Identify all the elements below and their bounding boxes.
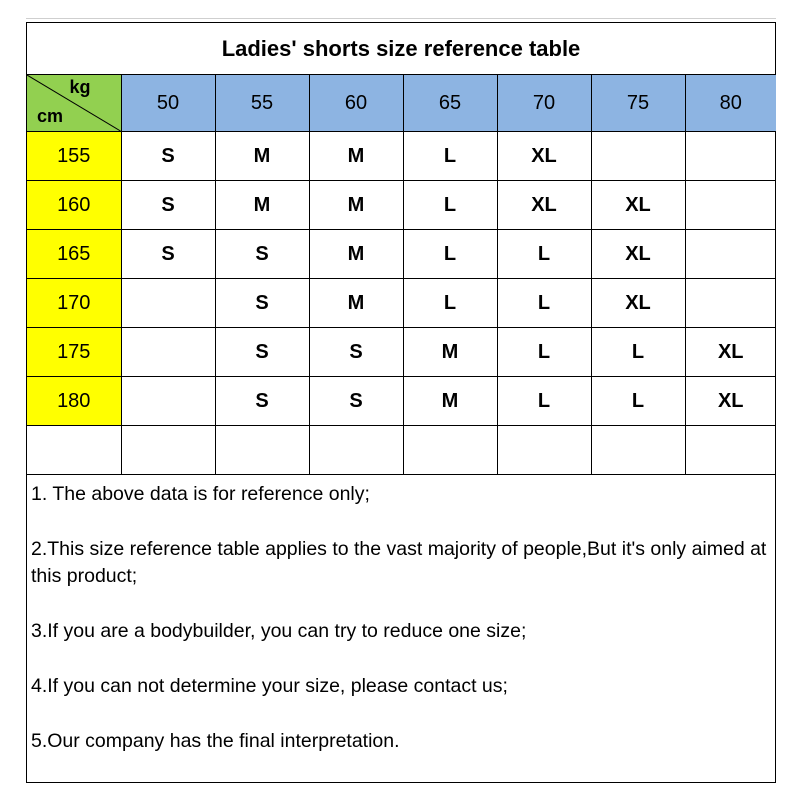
height-cell: 175 (27, 328, 121, 377)
empty-cell (215, 426, 309, 475)
note-item: 2.This size reference table applies to the vast majority of people,But it's only aimed at this product; (31, 538, 767, 587)
size-cell: M (403, 328, 497, 377)
size-cell: S (121, 230, 215, 279)
size-cell (121, 279, 215, 328)
size-cell (685, 230, 776, 279)
note-item: 4.If you can not determine your size, please contact us; (31, 675, 508, 697)
size-cell: M (309, 230, 403, 279)
size-cell: L (403, 181, 497, 230)
size-cell: XL (591, 230, 685, 279)
note-item: 1. The above data is for reference only; (31, 483, 370, 505)
size-cell: S (309, 328, 403, 377)
table-title: Ladies' shorts size reference table (27, 23, 775, 75)
weight-header: 65 (403, 75, 497, 132)
size-cell: M (309, 279, 403, 328)
size-cell: L (591, 377, 685, 426)
weight-header: 60 (309, 75, 403, 132)
notes-section (27, 475, 775, 783)
size-cell: S (121, 132, 215, 181)
weight-header: 70 (497, 75, 591, 132)
size-cell (591, 132, 685, 181)
size-row (27, 181, 776, 230)
size-cell: L (497, 328, 591, 377)
size-cell (121, 377, 215, 426)
corner-cell (27, 75, 121, 132)
empty-cell (591, 426, 685, 475)
top-rule (26, 18, 776, 19)
height-cell: 170 (27, 279, 121, 328)
size-cell: XL (497, 132, 591, 181)
size-cell (685, 132, 776, 181)
size-row (27, 328, 776, 377)
size-cell: XL (497, 181, 591, 230)
empty-row (27, 426, 776, 475)
size-cell: XL (685, 377, 776, 426)
empty-cell (497, 426, 591, 475)
height-cell: 155 (27, 132, 121, 181)
height-cell: 160 (27, 181, 121, 230)
size-reference-sheet (26, 22, 776, 783)
size-cell (685, 279, 776, 328)
size-cell: L (403, 132, 497, 181)
size-row (27, 279, 776, 328)
note-item: 3.If you are a bodybuilder, you can try to reduce one size; (31, 620, 527, 642)
size-row (27, 230, 776, 279)
size-cell: S (215, 377, 309, 426)
size-cell: L (403, 279, 497, 328)
size-cell: S (215, 279, 309, 328)
size-cell: L (591, 328, 685, 377)
size-cell: M (215, 181, 309, 230)
size-cell: XL (591, 279, 685, 328)
weight-unit-label: kg (69, 77, 91, 97)
size-cell: XL (685, 328, 776, 377)
size-cell (685, 181, 776, 230)
size-cell: S (215, 328, 309, 377)
size-cell: L (497, 230, 591, 279)
empty-cell (121, 426, 215, 475)
size-cell: L (497, 377, 591, 426)
size-table (27, 75, 776, 475)
size-cell: M (309, 181, 403, 230)
size-cell: M (309, 132, 403, 181)
empty-cell (309, 426, 403, 475)
size-row (27, 132, 776, 181)
size-row (27, 377, 776, 426)
empty-cell (27, 426, 121, 475)
weight-header: 55 (215, 75, 309, 132)
height-cell: 165 (27, 230, 121, 279)
size-cell (121, 328, 215, 377)
size-cell: S (121, 181, 215, 230)
size-cell: XL (591, 181, 685, 230)
weight-header: 50 (121, 75, 215, 132)
weight-header: 80 (685, 75, 776, 132)
height-unit-label: cm (37, 106, 64, 126)
size-cell: M (215, 132, 309, 181)
weight-header: 75 (591, 75, 685, 132)
weight-header-row (27, 75, 776, 132)
note-item: 5.Our company has the final interpretation. (31, 730, 400, 752)
size-cell: S (215, 230, 309, 279)
size-cell: M (403, 377, 497, 426)
empty-cell (403, 426, 497, 475)
size-cell: L (497, 279, 591, 328)
size-cell: S (309, 377, 403, 426)
height-cell: 180 (27, 377, 121, 426)
size-cell: L (403, 230, 497, 279)
empty-cell (685, 426, 776, 475)
